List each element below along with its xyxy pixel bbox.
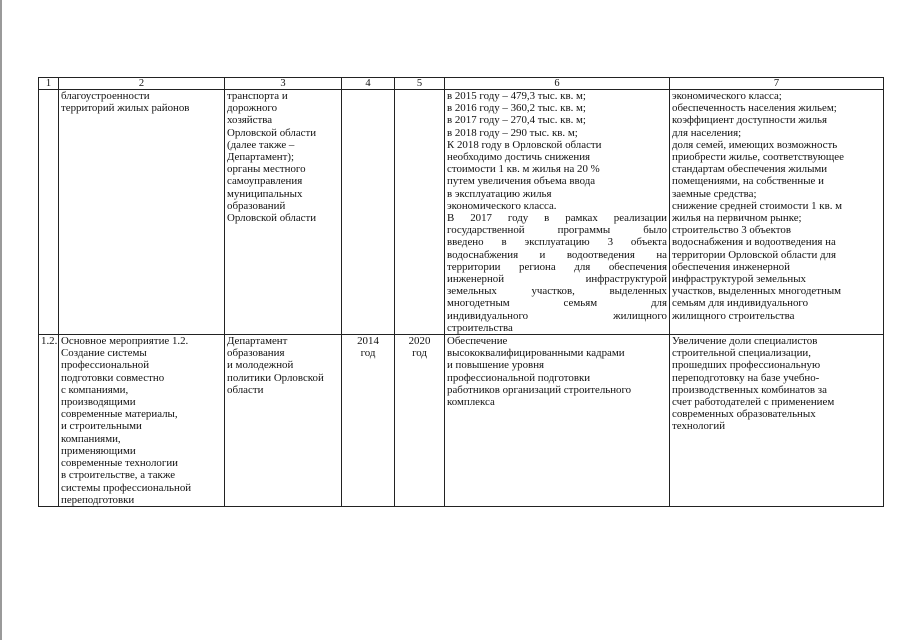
cell-text-line: снижение средней стоимости 1 кв. м bbox=[672, 199, 843, 212]
cell-text-line: области bbox=[227, 383, 264, 396]
cell-text-line: дорожного bbox=[227, 102, 278, 115]
header-cell-7: 7 bbox=[670, 78, 884, 90]
cell-text-line: современные материалы, bbox=[61, 408, 178, 421]
cell-text-line: Орловской области bbox=[227, 212, 317, 225]
cell-text-line: помещениями, на собственные и bbox=[672, 175, 824, 188]
cell-text-line: Орловской области bbox=[227, 126, 317, 139]
cell-text-line: водоснабжения и водоотведения на bbox=[672, 236, 836, 249]
cell-text-line: благоустроенности bbox=[61, 90, 150, 102]
cell-responsible bbox=[225, 90, 342, 335]
cell-text-line: Основное мероприятие 1.2. bbox=[61, 335, 189, 348]
cell-text-line: коэффициент доступности жилья bbox=[672, 114, 828, 127]
cell-start-year bbox=[342, 335, 395, 507]
cell-text-line: в 2017 году – 270,4 тыс. кв. м; bbox=[447, 114, 586, 127]
cell-text-line: комплекса bbox=[447, 396, 495, 409]
cell-text-line: муниципальных bbox=[227, 187, 303, 200]
cell-indicators bbox=[670, 335, 884, 507]
cell-text-line: К 2018 году в Орловской области bbox=[447, 138, 602, 151]
cell-text-line: счет работодателей с применением bbox=[672, 396, 835, 409]
cell-number bbox=[39, 335, 59, 507]
cell-text-line: профессиональной подготовки bbox=[447, 371, 591, 384]
cell-text-line: экономического класса; bbox=[672, 90, 782, 102]
cell-text-line: для населения; bbox=[672, 126, 742, 139]
header-cell-1: 1 bbox=[39, 78, 59, 90]
cell-text-line: Департамент); bbox=[227, 151, 295, 164]
cell-text-line: Увеличение доли специалистов bbox=[672, 335, 818, 348]
cell-text-line: необходимо достичь снижения bbox=[447, 151, 591, 164]
cell-text-line: жилищного строительства bbox=[672, 309, 795, 322]
cell-text-line: инженерной инфраструктурой bbox=[447, 273, 667, 286]
cell-text-line: год bbox=[360, 347, 376, 360]
cell-text-line: производственных комбинатов за bbox=[672, 383, 827, 396]
cell-text-line: 2020 bbox=[408, 335, 431, 348]
cell-text-line: путем увеличения объема ввода bbox=[447, 175, 596, 188]
cell-text-line: территорий жилых районов bbox=[61, 102, 190, 115]
cell-activity-name bbox=[59, 335, 225, 507]
cell-text-line: участков, выделенных многодетным bbox=[672, 285, 842, 298]
cell-expected-result bbox=[445, 90, 670, 335]
cell-text-line: образования bbox=[227, 347, 285, 360]
cell-text-line: в строительстве, а также bbox=[61, 469, 176, 482]
cell-responsible bbox=[225, 335, 342, 507]
cell-text-line: многодетным семьям для bbox=[447, 297, 667, 310]
cell-text-line: технологий bbox=[672, 420, 726, 433]
cell-text-line: Создание системы bbox=[61, 347, 147, 360]
cell-text-line: территории Орловской области для bbox=[672, 248, 837, 261]
cell-text-line: строительства bbox=[447, 321, 513, 334]
cell-text-line: применяющими bbox=[61, 444, 136, 457]
cell-text-line: компаниями, bbox=[61, 432, 121, 445]
cell-text-line: водоснабжения и водоотведения на bbox=[447, 248, 667, 261]
cell-text-line: политики Орловской bbox=[227, 371, 324, 384]
cell-number bbox=[39, 90, 59, 335]
cell-text-line: подготовки совместно bbox=[61, 371, 165, 384]
cell-text-line: стандартам обеспечения жилыми bbox=[672, 163, 828, 176]
cell-expected-result bbox=[445, 335, 670, 507]
cell-text-line: образований bbox=[227, 199, 286, 212]
cell-text-line: в 2015 году – 479,3 тыс. кв. м; bbox=[447, 90, 586, 102]
cell-text-line: инфраструктурой земельных bbox=[672, 273, 806, 286]
header-cell-5: 5 bbox=[395, 78, 445, 90]
header-row bbox=[39, 78, 884, 90]
cell-text-line: Обеспечение bbox=[447, 335, 508, 348]
cell-text-line: транспорта и bbox=[227, 90, 288, 102]
cell-text-line: системы профессиональной bbox=[61, 481, 192, 494]
cell-text-line: производящими bbox=[61, 396, 136, 409]
cell-text-line: в эксплуатацию жилья bbox=[447, 187, 552, 200]
cell-text-line: 2014 bbox=[357, 335, 379, 348]
cell-text-line: В 2017 году в рамках реализации bbox=[447, 212, 667, 225]
page-edge-line bbox=[0, 0, 2, 640]
header-cell-2: 2 bbox=[59, 78, 225, 90]
header-cell-6: 6 bbox=[445, 78, 670, 90]
cell-text-line: введено в эксплуатацию 3 объекта bbox=[447, 236, 667, 249]
cell-text-line: земельных участков, выделенных bbox=[447, 285, 667, 298]
cell-text-line: 1.2. bbox=[41, 335, 58, 348]
cell-text-line: прошедших профессиональную bbox=[672, 359, 821, 372]
cell-end-year bbox=[395, 335, 445, 507]
cell-text-line: жилья на первичном рынке; bbox=[672, 212, 802, 225]
cell-text-line: строительной специализации, bbox=[672, 347, 811, 360]
cell-activity-name bbox=[59, 90, 225, 335]
cell-text-line: индивидуального жилищного bbox=[447, 309, 667, 322]
cell-text-line: семьям для индивидуального bbox=[672, 297, 809, 310]
cell-text-line: переподготовки bbox=[61, 493, 135, 506]
cell-text-line: и строительными bbox=[61, 420, 142, 433]
cell-text-line: в 2016 году – 360,2 тыс. кв. м; bbox=[447, 102, 586, 115]
program-table bbox=[38, 77, 884, 507]
cell-text-line: работников организаций строительного bbox=[447, 383, 632, 396]
cell-text-line: обеспечения инженерной bbox=[672, 260, 790, 273]
table-row-continuation bbox=[39, 90, 884, 335]
cell-text-line: приобрести жилье, соответствующее bbox=[672, 151, 844, 164]
cell-start-year bbox=[342, 90, 395, 335]
cell-text-line: Департамент bbox=[227, 335, 288, 348]
cell-text-line: и повышение уровня bbox=[447, 359, 545, 372]
cell-text-line: современные технологии bbox=[61, 457, 178, 470]
cell-text-line: высококвалифицированными кадрами bbox=[447, 347, 625, 360]
cell-text-line: обеспеченность населения жильем; bbox=[672, 102, 837, 115]
cell-text-line: хозяйства bbox=[227, 114, 273, 127]
cell-text-line: и молодежной bbox=[227, 359, 294, 372]
cell-text-line: переподготовку на базе учебно- bbox=[672, 371, 820, 384]
cell-text-line: с компаниями, bbox=[61, 383, 129, 396]
cell-text-line: органы местного bbox=[227, 163, 306, 176]
cell-text-line: строительство 3 объектов bbox=[672, 224, 791, 237]
cell-text-line: самоуправления bbox=[227, 175, 303, 188]
cell-end-year bbox=[395, 90, 445, 335]
cell-text-line: территории региона для обеспечения bbox=[447, 260, 667, 273]
cell-text-line: экономического класса. bbox=[447, 199, 557, 212]
cell-text-line: в 2018 году – 290 тыс. кв. м; bbox=[447, 126, 578, 139]
table-row-1-2 bbox=[39, 335, 884, 507]
cell-text-line: стоимости 1 кв. м жилья на 20 % bbox=[447, 163, 600, 176]
cell-text-line: заемные средства; bbox=[672, 187, 757, 200]
cell-text-line: государственной программы было bbox=[447, 224, 667, 237]
cell-text-line: современных образовательных bbox=[672, 408, 816, 421]
cell-text-line: доля семей, имеющих возможность bbox=[672, 138, 838, 151]
cell-text-line: профессиональной bbox=[61, 359, 150, 372]
cell-text-line: (далее также – bbox=[227, 138, 295, 151]
cell-text-line: год bbox=[412, 347, 427, 360]
header-cell-4: 4 bbox=[342, 78, 395, 90]
cell-indicators bbox=[670, 90, 884, 335]
header-cell-3: 3 bbox=[225, 78, 342, 90]
